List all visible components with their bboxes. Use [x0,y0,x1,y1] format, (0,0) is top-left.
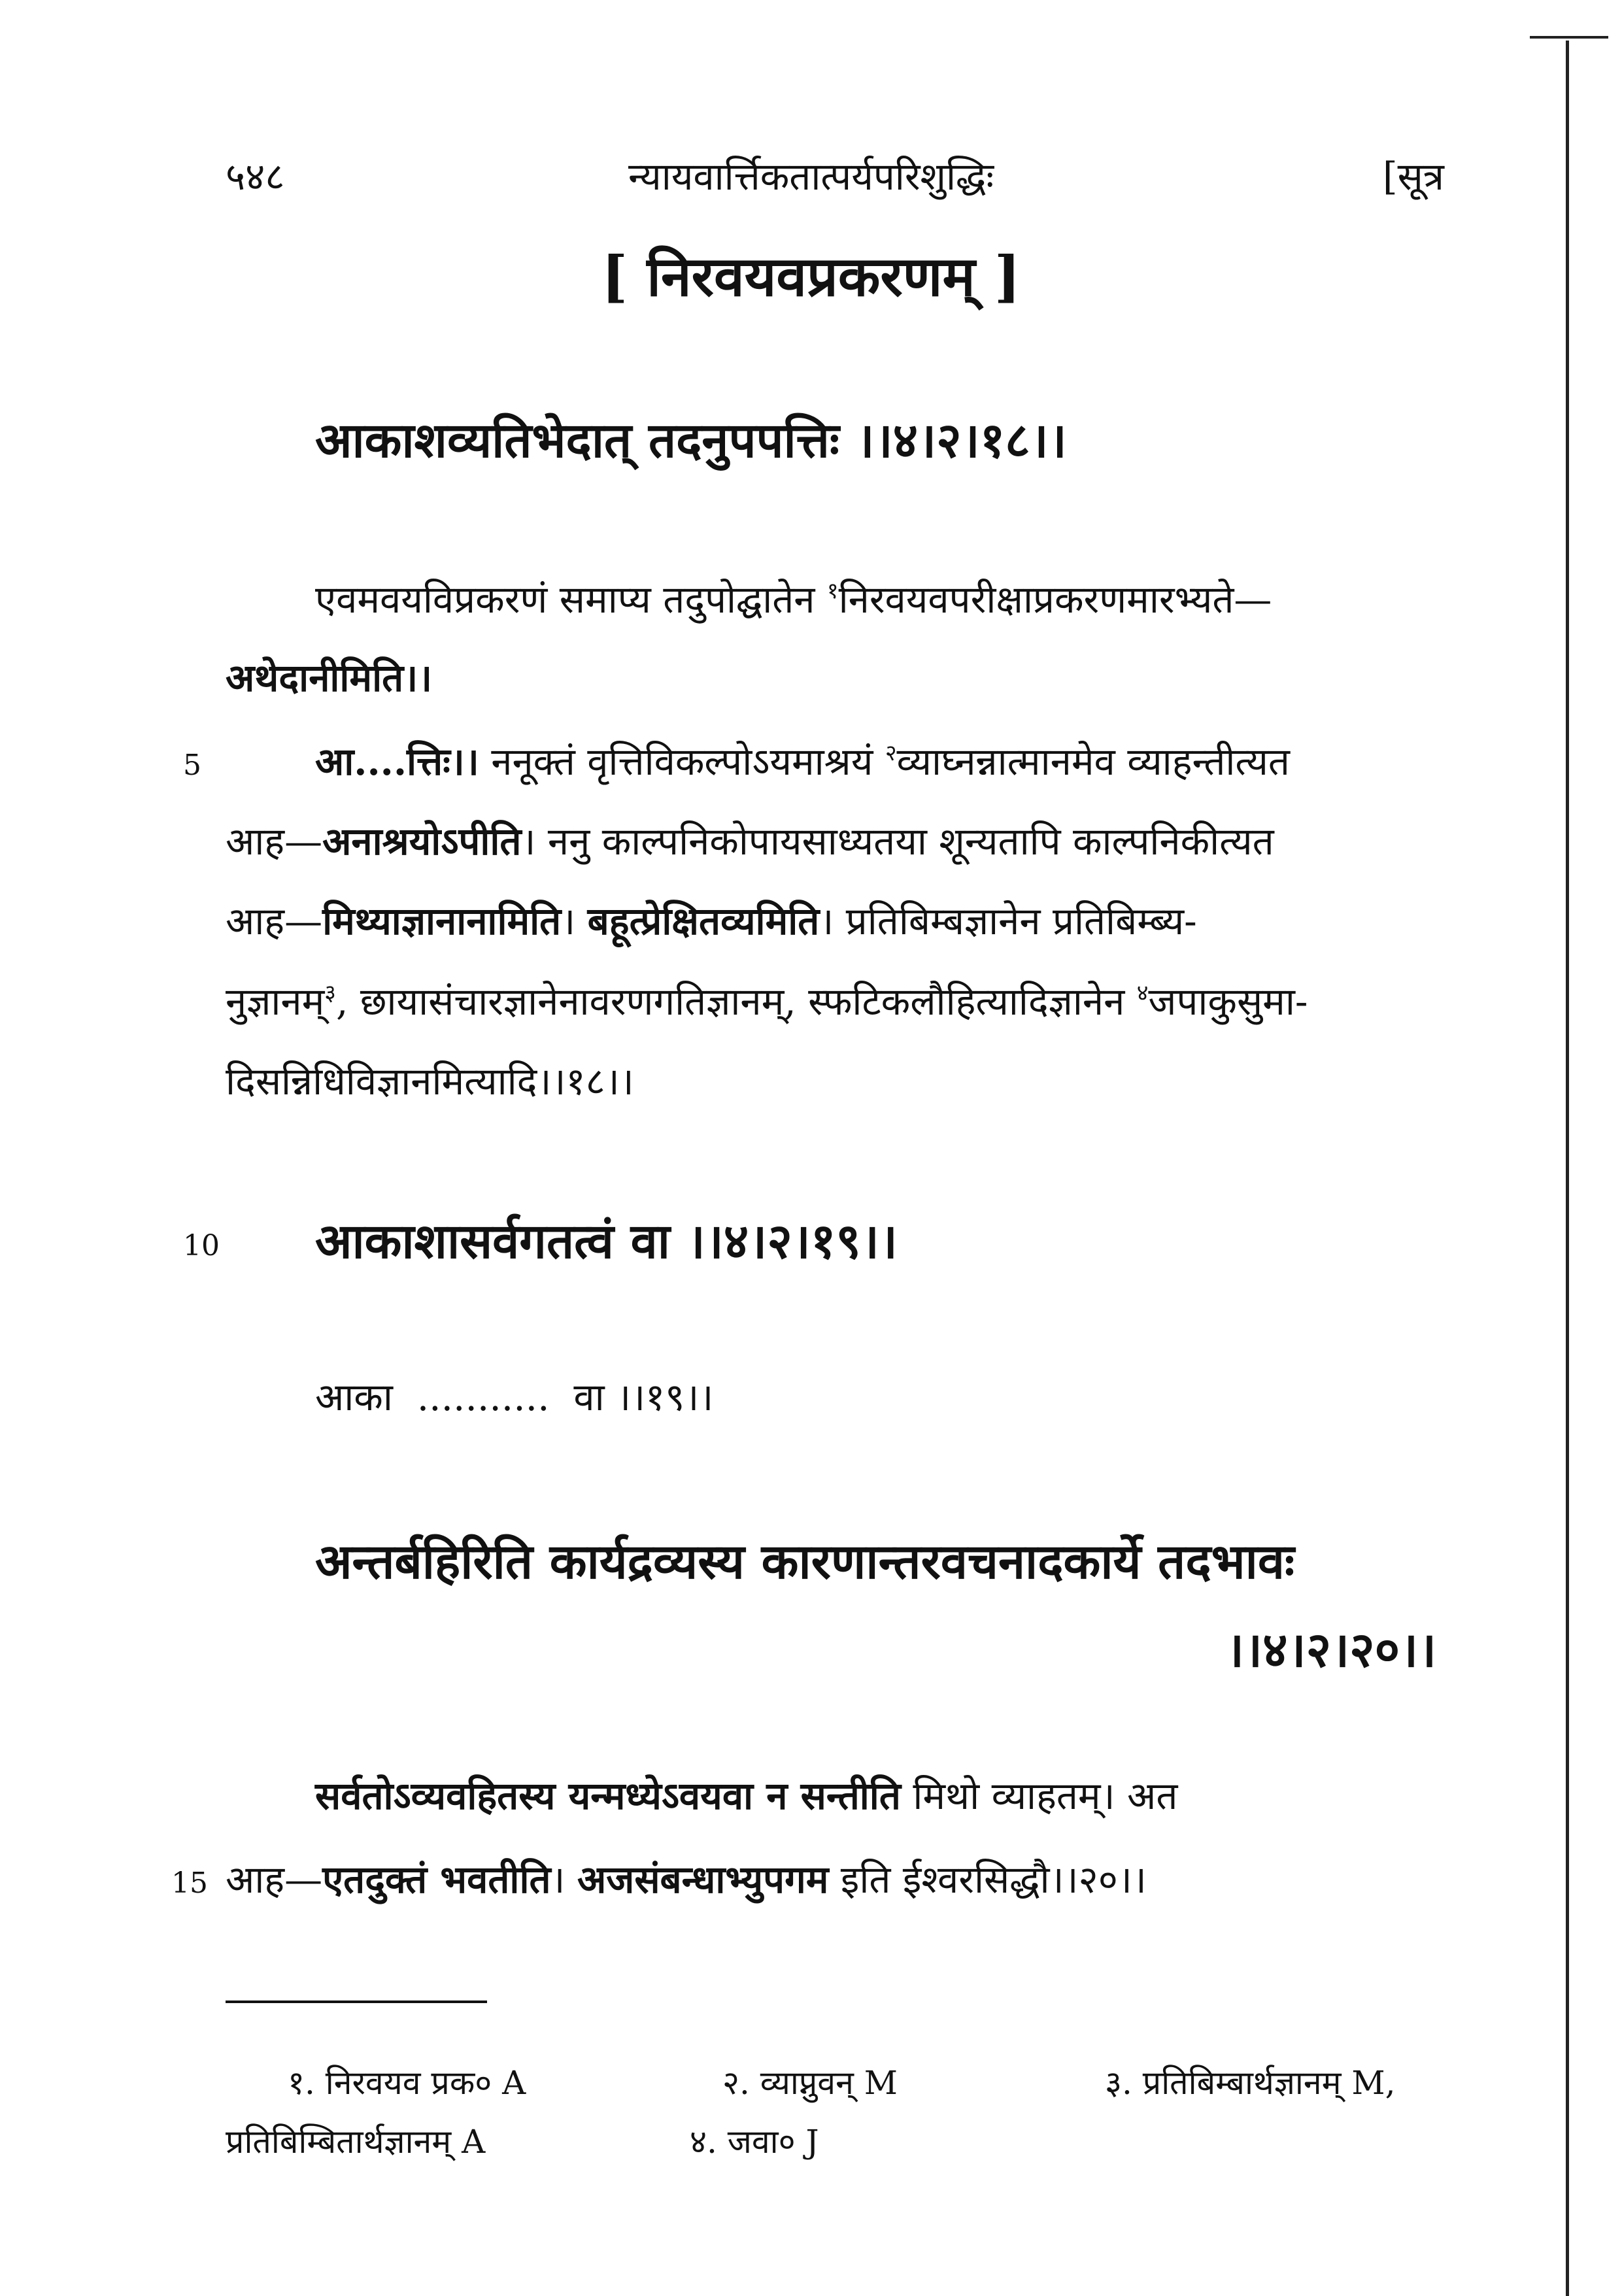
running-right-label: [सूत्र [1383,154,1444,199]
commentary-line: सर्वतोऽव्यवहितस्य यन्मध्येऽवयवा न सन्तीति मिथो व्याहतम्। अत [315,1774,1178,1818]
sutra-20-number: ।।४।२।२०।। [1226,1622,1437,1678]
line-number: 5 [183,749,201,782]
line-number: 10 [183,1229,220,1262]
footnote-ref: ४ [1136,980,1149,1006]
sutra-20: अन्तर्बहिरिति कार्यद्रव्यस्य कारणान्तरवचनादकार्ये तदभावः [315,1534,1294,1590]
commentary-line: आह—मिथ्याज्ञानानामिति। बहूत्प्रेक्षितव्यमिति। प्रतिबिम्बज्ञानेन प्रतिबिम्ब्य- [226,899,1197,943]
commentary-line: अथेदानीमिति।। [226,656,433,700]
commentary-line: आका ........... वा ।।१९।। [315,1375,714,1419]
section-title: [ निरवयवप्रकरणम् ] [601,244,1021,309]
footnote-3-continued: प्रतिबिम्बितार्थज्ञानम् A [226,2123,486,2161]
footnote-1: १. निरवयव प्रक० A [288,2064,526,2102]
commentary-line: एवमवयविप्रकरणं समाप्य तदुपोद्घातेन $^१$निरवयवपरीक्षाप्रकरणमारभ्यते— [315,577,1272,622]
commentary-line: आह—अनाश्रयोऽपीति। ननु काल्पनिकोपायसाध्यतया शून्यतापि काल्पनिकीत्यत [226,819,1274,864]
footnote-3: ३. प्रतिबिम्बार्थज्ञानम् M, [1105,2064,1396,2102]
footnote-ref: १ [826,578,839,604]
commentary-line: आह—एतदुक्तं भवतीति। अजसंबन्धाभ्युपगम इति ईश्वरसिद्धौ।।२०।। [226,1857,1147,1902]
footnote-2: २. व्याप्नुवन् M [722,2064,898,2102]
running-title: न्यायवार्त्तिकतात्पर्यपरिशुद्धिः [628,154,994,199]
page-number: ५४८ [226,154,285,199]
page-edge-rule [1566,41,1569,2296]
commentary-line: आ....त्तिः।। ननूक्तं वृत्तिविकल्पोऽयमाश्रयं $^२$व्याघ्नन्नात्मानमेव व्याहन्तीत्यत [315,739,1290,784]
page-edge-tick [1530,36,1608,39]
footnote-4: ४. जवा० J [690,2123,819,2161]
footnote-ref: ३ [324,980,336,1006]
commentary-line: नुज्ञानम्$^३$, छायासंचारज्ञानेनावरणगतिज्ञानम्, स्फटिकलौहित्यादिज्ञानेन $^४$जपाकुसुमा- [226,979,1308,1024]
sutra-19: आकाशासर्वगतत्वं वा ।।४।२।१९।। [315,1213,898,1270]
footnote-rule [226,2001,487,2003]
commentary-line: दिसन्निधिविज्ञानमित्यादि।।१८।। [226,1059,634,1104]
sutra-18: आकाशव्यतिभेदात् तदनुपपत्तिः ।।४।२।१८।। [315,413,1067,469]
line-number: 15 [171,1866,208,1900]
footnote-ref: २ [885,740,897,766]
